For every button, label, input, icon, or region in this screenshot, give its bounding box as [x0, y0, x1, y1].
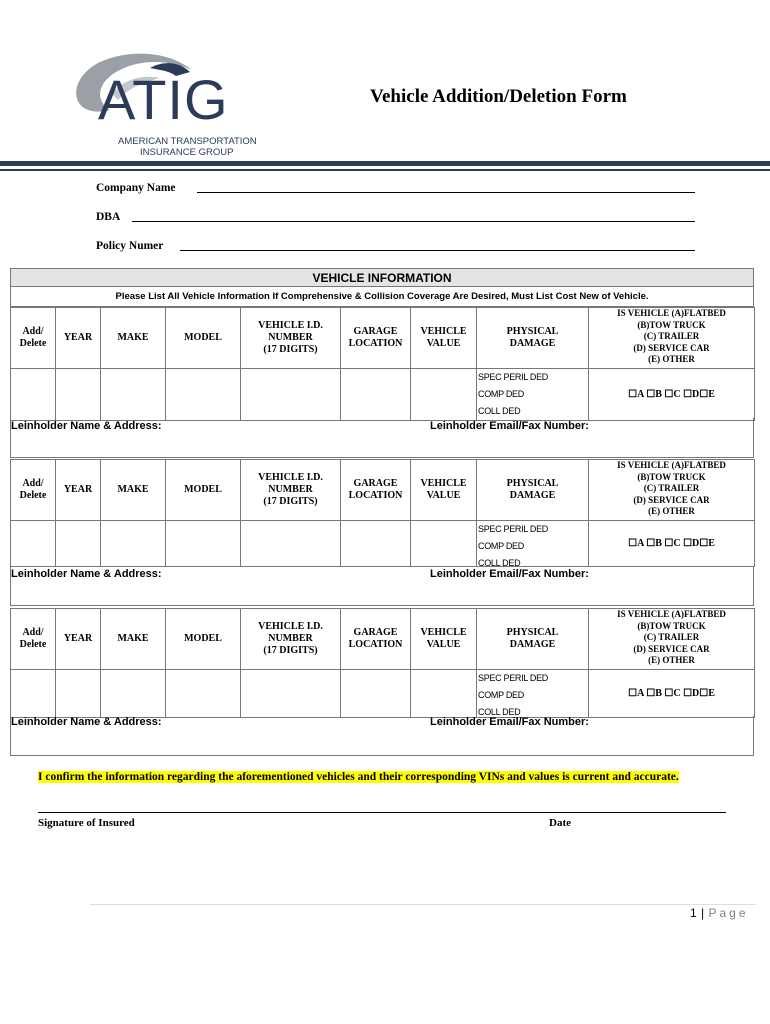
col-model: MODEL — [166, 460, 241, 521]
vehicle-info-header: VEHICLE INFORMATION — [10, 268, 754, 287]
leinholder-name-label: Leinholder Name & Address: — [11, 568, 162, 580]
comp-ded: COMP DED — [478, 389, 524, 399]
signature-label: Signature of Insured — [38, 817, 135, 829]
vehicle-type-checkboxes[interactable]: ☐A ☐B ☐C ☐D☐E — [589, 521, 755, 567]
vin-input[interactable] — [241, 670, 341, 718]
comp-ded: COMP DED — [478, 690, 524, 700]
leinholder-row-1[interactable] — [10, 418, 754, 458]
add-delete-input[interactable] — [11, 670, 56, 718]
col-vehicle-type: IS VEHICLE (A)FLATBED (B)TOW TRUCK (C) TRAILER (D) SERVICE CAR (E) OTHER — [589, 460, 755, 521]
year-input[interactable] — [56, 369, 101, 421]
leinholder-email-label: Leinholder Email/Fax Number: — [430, 568, 589, 580]
col-year: YEAR — [56, 609, 101, 670]
footer-rule — [90, 904, 756, 905]
logo-subtitle-2: INSURANCE GROUP — [140, 147, 234, 158]
value-input[interactable] — [411, 369, 477, 421]
vehicle-table-2 — [10, 459, 755, 567]
dba-label: DBA — [96, 211, 121, 223]
vehicle-type-checkboxes[interactable]: ☐A ☐B ☐C ☐D☐E — [589, 670, 755, 718]
physical-damage-options[interactable] — [477, 670, 589, 718]
physical-damage-options[interactable] — [477, 521, 589, 567]
col-add-delete: Add/ Delete — [11, 609, 56, 670]
logo-wordmark: ATIG — [98, 68, 229, 131]
model-input[interactable] — [166, 521, 241, 567]
col-make: MAKE — [101, 308, 166, 369]
model-input[interactable] — [166, 670, 241, 718]
coll-ded: COLL DED — [478, 406, 521, 416]
col-vin: VEHICLE I.D. NUMBER (17 DIGITS) — [241, 460, 341, 521]
add-delete-input[interactable] — [11, 369, 56, 421]
vehicle-info-subtitle: Please List All Vehicle Information If Comprehensive & Collision Coverage Are Desired, Must List Cost New of Vehicle. — [10, 287, 754, 307]
col-vehicle-type: IS VEHICLE (A)FLATBED (B)TOW TRUCK (C) TRAILER (D) SERVICE CAR (E) OTHER — [589, 609, 755, 670]
header-rule-thin — [0, 169, 770, 171]
spec-peril-ded: SPEC PERIL DED — [478, 372, 548, 382]
header-rule-thick — [0, 161, 770, 166]
dba-field[interactable] — [132, 221, 695, 222]
make-input[interactable] — [101, 670, 166, 718]
col-physical-damage: PHYSICAL DAMAGE — [477, 308, 589, 369]
vin-input[interactable] — [241, 521, 341, 567]
col-physical-damage: PHYSICAL DAMAGE — [477, 609, 589, 670]
col-vehicle-type: IS VEHICLE (A)FLATBED (B)TOW TRUCK (C) TRAILER (D) SERVICE CAR (E) OTHER — [589, 308, 755, 369]
col-physical-damage: PHYSICAL DAMAGE — [477, 460, 589, 521]
policy-number-label: Policy Numer — [96, 240, 164, 252]
leinholder-email-label: Leinholder Email/Fax Number: — [430, 716, 589, 728]
col-garage: GARAGE LOCATION — [341, 308, 411, 369]
policy-number-field[interactable] — [180, 250, 695, 251]
leinholder-name-label: Leinholder Name & Address: — [11, 420, 162, 432]
col-value: VEHICLE VALUE — [411, 609, 477, 670]
col-model: MODEL — [166, 609, 241, 670]
col-make: MAKE — [101, 609, 166, 670]
vehicle-table-3 — [10, 608, 755, 718]
garage-input[interactable] — [341, 670, 411, 718]
physical-damage-options[interactable] — [477, 369, 589, 421]
col-year: YEAR — [56, 308, 101, 369]
date-label: Date — [549, 817, 571, 829]
value-input[interactable] — [411, 670, 477, 718]
form-title: Vehicle Addition/Deletion Form — [370, 86, 627, 107]
col-garage: GARAGE LOCATION — [341, 460, 411, 521]
atig-logo — [52, 50, 282, 160]
coll-ded: COLL DED — [478, 558, 521, 566]
company-name-label: Company Name — [96, 182, 176, 194]
leinholder-row-3[interactable] — [10, 716, 754, 756]
vehicle-type-checkboxes[interactable]: ☐A ☐B ☐C ☐D☐E — [589, 369, 755, 421]
make-input[interactable] — [101, 369, 166, 421]
col-value: VEHICLE VALUE — [411, 308, 477, 369]
logo-subtitle-1: AMERICAN TRANSPORTATION — [118, 136, 257, 147]
col-model: MODEL — [166, 308, 241, 369]
coll-ded: COLL DED — [478, 707, 521, 717]
spec-peril-ded: SPEC PERIL DED — [478, 673, 548, 683]
company-name-field[interactable] — [197, 192, 695, 193]
leinholder-email-label: Leinholder Email/Fax Number: — [430, 420, 589, 432]
garage-input[interactable] — [341, 369, 411, 421]
garage-input[interactable] — [341, 521, 411, 567]
add-delete-input[interactable] — [11, 521, 56, 567]
year-input[interactable] — [56, 521, 101, 567]
col-add-delete: Add/ Delete — [11, 308, 56, 369]
col-value: VEHICLE VALUE — [411, 460, 477, 521]
vin-input[interactable] — [241, 369, 341, 421]
vehicle-table-1 — [10, 307, 755, 421]
col-year: YEAR — [56, 460, 101, 521]
comp-ded: COMP DED — [478, 541, 524, 551]
col-garage: GARAGE LOCATION — [341, 609, 411, 670]
page-number: 1 | Page — [690, 906, 749, 920]
make-input[interactable] — [101, 521, 166, 567]
signature-line[interactable] — [38, 812, 726, 813]
value-input[interactable] — [411, 521, 477, 567]
col-vin: VEHICLE I.D. NUMBER (17 DIGITS) — [241, 609, 341, 670]
leinholder-row-2[interactable] — [10, 566, 754, 606]
col-make: MAKE — [101, 460, 166, 521]
col-vin: VEHICLE I.D. NUMBER (17 DIGITS) — [241, 308, 341, 369]
col-add-delete: Add/ Delete — [11, 460, 56, 521]
spec-peril-ded: SPEC PERIL DED — [478, 524, 548, 534]
confirmation-statement: I confirm the information regarding the aforementioned vehicles and their corresponding VINs and values is current and accurate. — [38, 771, 679, 783]
model-input[interactable] — [166, 369, 241, 421]
year-input[interactable] — [56, 670, 101, 718]
leinholder-name-label: Leinholder Name & Address: — [11, 716, 162, 728]
